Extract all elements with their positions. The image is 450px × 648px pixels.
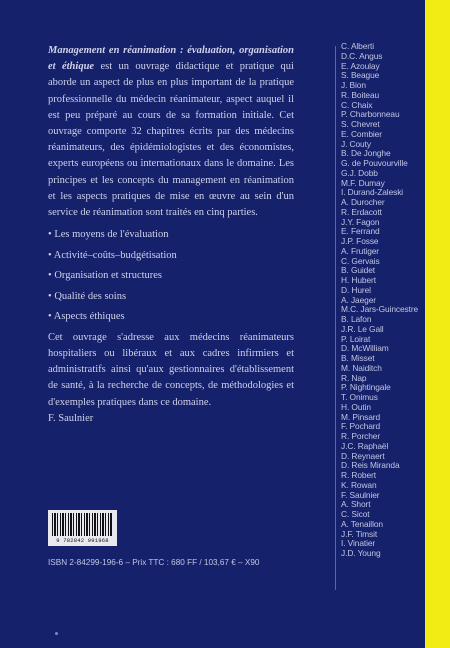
barcode-bars [52,513,113,536]
contributor-name: G.J. Dobb [341,167,378,178]
part-item: • Qualité des soins [48,289,294,304]
contributor-name: F. Saulnier [341,489,380,500]
contributor-name: E. Combier [341,128,382,139]
part-item: • Les moyens de l'évaluation [48,227,294,242]
parts-list [48,227,294,324]
contributor-name: K. Rowan [341,479,377,490]
contributor-name: J.D. Young [341,548,381,558]
contributor-name: P. Charbonneau [341,109,400,120]
contributor-name: I. Durand-Zaleski [341,187,404,198]
contributor-name: C. Chaix [341,99,373,110]
signature: F. Saulnier [48,412,94,424]
intro-text: est un ouvrage didactique et pratique qui aborde un aspect de plus en plus important de la pratique professionnelle du médecin réanimateur, aspect auquel il est peu préparé au cours de sa formation initiale. Cet ouvrage comporte 32 chapitres écrits par des médecins réanimateurs, des épidémiologistes et des économistes, experts européens ou internationaux dans le domaine. Les principes et les concepts du management en réanimation et les aspects pratiques de mise en œuvre au sein d'un service de réanimation sont traités en cinq parties. [48,61,294,219]
contributor-name: C. Alberti [341,41,374,51]
part-item: • Activité–coûts–budgétisation [48,248,294,263]
contributor-name: R. Boiteau [341,89,380,100]
contributor-name: R. Robert [341,470,376,480]
barcode-number: 9 782842 991968 [56,537,109,544]
part-item: • Aspects éthiques [48,309,294,324]
book-title: Management en réanimation : évaluation, organisation et éthique [48,45,294,73]
contributor-name: A. Tenaillon [341,518,383,529]
contributor-name: C. Gervais [341,255,380,266]
contributor-name: T. Onimus [341,392,378,402]
contributor-name: S. Beague [341,70,380,81]
contributor-name: J. Bion [341,80,366,90]
contributor-name: J. Couty [341,138,371,149]
contributor-name: J.P. Fosse [341,236,379,246]
contributor-name: R. Nap [341,372,367,383]
contributor-name: E. Ferrand [341,226,380,237]
contributor-name: F. Pochard [341,421,381,432]
contributor-name: P. Loirat [341,333,371,344]
contributor-name: D. Hurel [341,284,371,295]
contributors-list [341,42,423,559]
contributor-name: M. Naiditch [341,362,382,373]
contributor-name: D. Reis Miranda [341,460,400,471]
contributor-name: A. Short [341,499,371,510]
printer-mark [55,632,58,635]
contributor-name: P. Nightingale [341,382,391,393]
barcode [48,510,117,546]
audience-paragraph: Cet ouvrage s'adresse aux médecins réanimateurs hospitaliers ou libéraux et aux cadres infirmiers et administratifs ainsi qu'aux gestionnaires d'établissement de santé, à la recherche de concepts, de méthodologies et d'exemples pratiques dans ce domaine. [48,331,294,408]
contributor-name: A. Durocher [341,197,385,207]
contributor-name: S. Chevret [341,119,380,129]
contributor-name: B. De Jonghe [341,148,391,159]
part-item: • Organisation et structures [48,268,294,283]
contributor-name: D. Reynaert [341,450,385,461]
contributor-name: J.Y. Fagon [341,216,380,227]
contributor-name: B. Lafon [341,314,372,324]
contributor-name: M. Pinsard [341,411,381,422]
contributor-name: G. de Pouvourville [341,158,408,168]
contributor-name: B. Guidet [341,265,376,276]
contributor-name: H. Hubert [341,275,376,285]
contributor-name: E. Azoulay [341,60,380,71]
isbn-price-line: ISBN 2-84299-196-6 – Prix TTC : 680 FF / 103,67 € – X90 [48,558,260,567]
intro-paragraph [48,43,294,221]
description-column [48,43,294,427]
contributor-name: A. Jaeger [341,294,376,305]
contributor-name: J.C. Raphaël [341,440,389,451]
contributor-name: R. Erdacott [341,206,382,217]
contributor-name: C. Sicot [341,509,370,519]
column-divider [335,46,336,590]
contributor-name: D.C. Angus [341,50,383,61]
yellow-spine-band [425,0,450,648]
contributor-name: M.C. Jars-Guincestre [341,304,419,315]
contributor-name: H. Outin [341,401,371,412]
contributor-name: B. Misset [341,353,375,363]
contributor-name: I. Vinatier [341,538,376,549]
contributor-name: R. Porcher [341,431,381,441]
contributor-name: A. Frutiger [341,245,379,256]
contributor-name: D. McWilliam [341,343,389,354]
contributor-name: J.F. Timsit [341,528,378,539]
contributor-name: M.F. Dumay [341,177,385,188]
contributor-name: J.R. Le Gall [341,323,384,334]
